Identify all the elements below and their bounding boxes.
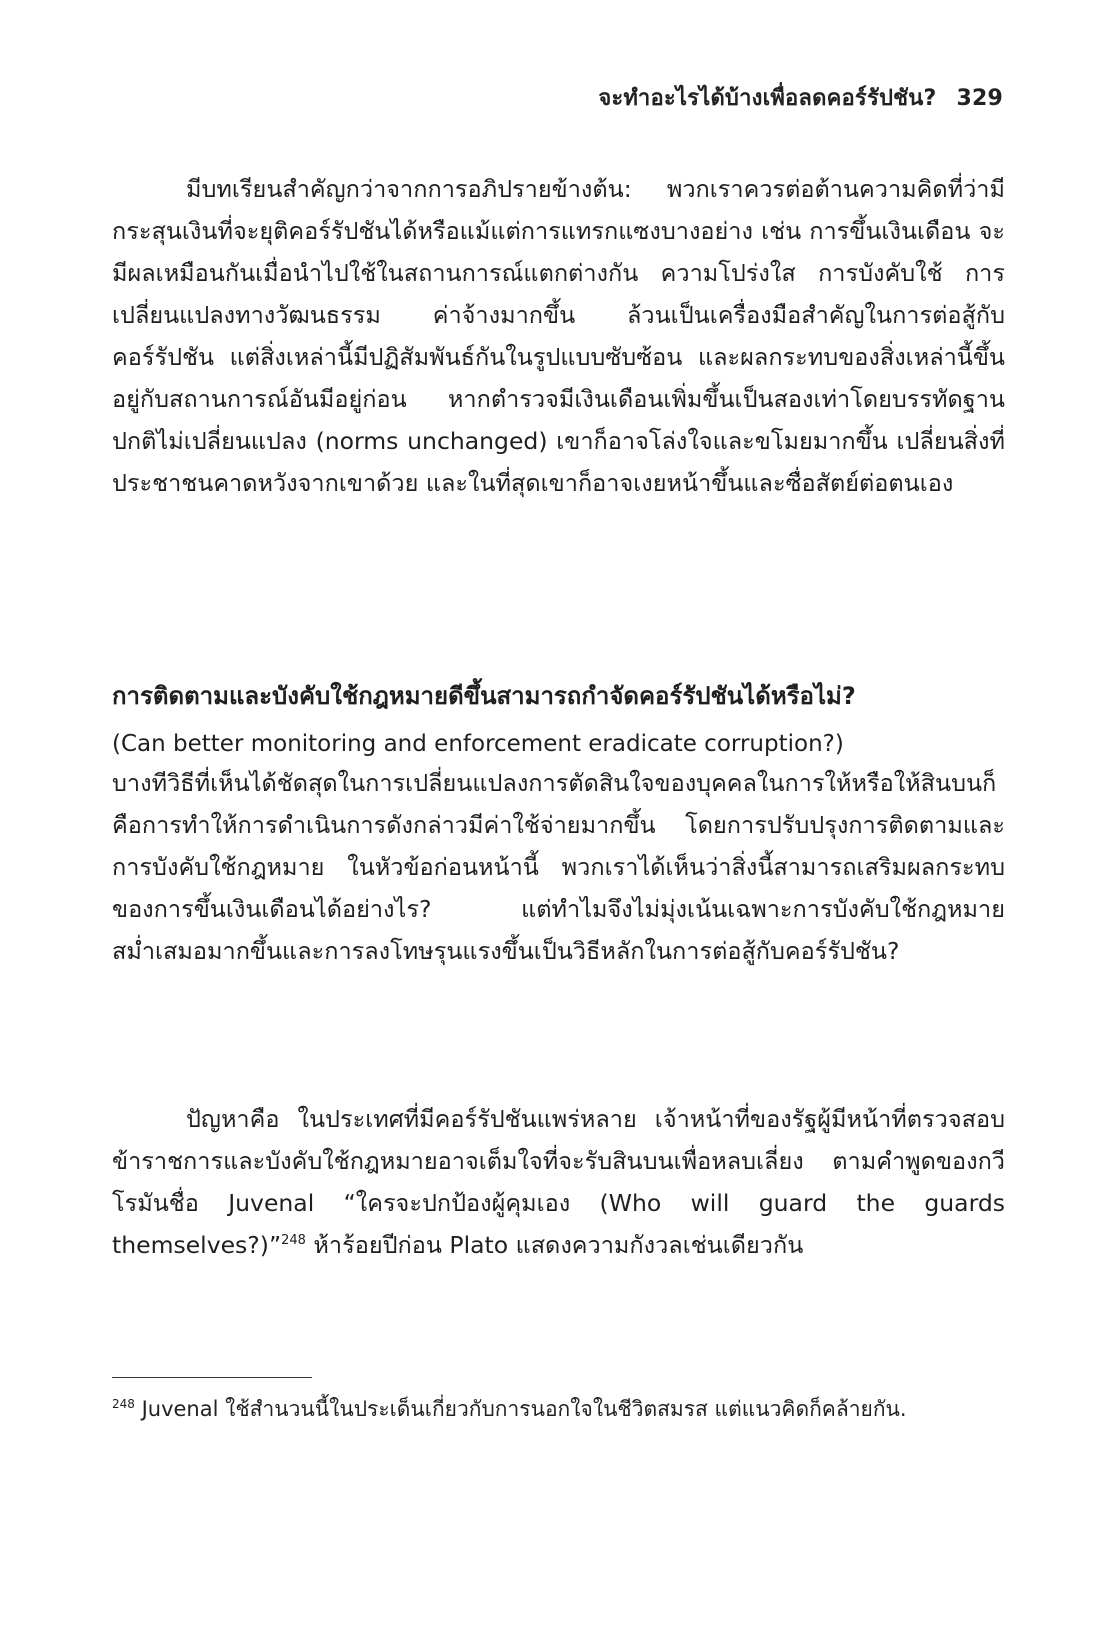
- section-heading-thai: การติดตามและบังคับใช้กฎหมายดีขึ้นสามารถกำจัดคอร์รัปชันได้หรือไม่?: [112, 682, 856, 710]
- footnote: [112, 1392, 1005, 1426]
- paragraph-3-text-before-ref: ปัญหาคือ ในประเทศที่มีคอร์รัปชันแพร่หลาย เจ้าหน้าที่ของรัฐผู้มีหน้าที่ตรวจสอบข้าราชการและบังคับใช้กฎหมายอาจเต็มใจที่จะรับสินบนเพื่อหลบเลี่ยง ตามคำพูดของกวีโรมันชื่อ Juvenal “ใครจะปกป้องผู้คุมเอง (Who will guard the guards themselves?)”: [112, 1105, 1005, 1259]
- running-header: [598, 80, 1003, 115]
- footnote-reference[interactable]: 248: [281, 1233, 306, 1249]
- chapter-title: จะทำอะไรได้บ้างเพื่อลดคอร์รัปชัน?: [598, 86, 937, 111]
- section-heading-english: (Can better monitoring and enforcement eradicate corruption?): [112, 731, 844, 757]
- body-paragraph-3: [112, 1098, 1005, 1266]
- page-number: 329: [956, 86, 1003, 111]
- body-paragraph-1: มีบทเรียนสำคัญกว่าจากการอภิปรายข้างต้น: พวกเราควรต่อต้านความคิดที่ว่ามีกระสุนเงินที่จะยุติคอร์รัปชันได้หรือแม้แต่การแทรกแซงบางอย่าง เช่น การขึ้นเงินเดือน จะมีผลเหมือนกันเมื่อนำไปใช้ในสถานการณ์แตกต่างกัน ความโปร่งใส การบังคับใช้ การเปลี่ยนแปลงทางวัฒนธรรม ค่าจ้างมากขึ้น ล้วนเป็นเครื่องมือสำคัญในการต่อสู้กับคอร์รัปชัน แต่สิ่งเหล่านี้มีปฏิสัมพันธ์กันในรูปแบบซับซ้อน และผลกระทบของสิ่งเหล่านี้ขึ้นอยู่กับสถานการณ์อันมีอยู่ก่อน หากตำรวจมีเงินเดือนเพิ่มขึ้นเป็นสองเท่าโดยบรรทัดฐานปกติไม่เปลี่ยนแปลง (norms unchanged) เขาก็อาจโล่งใจและขโมยมากขึ้น เปลี่ยนสิ่งที่ประชาชนคาดหวังจากเขาด้วย และในที่สุดเขาก็อาจเงยหน้าขึ้นและซื่อสัตย์ต่อตนเอง: [112, 175, 1005, 497]
- footnote-divider: [112, 1377, 312, 1378]
- body-paragraph-2: บางทีวิธีที่เห็นได้ชัดสุดในการเปลี่ยนแปลงการตัดสินใจของบุคคลในการให้หรือให้สินบนก็คือการทำให้การดำเนินการดังกล่าวมีค่าใช้จ่ายมากขึ้น โดยการปรับปรุงการติดตามและการบังคับใช้กฎหมาย ในหัวข้อก่อนหน้านี้ พวกเราได้เห็นว่าสิ่งนี้สามารถเสริมผลกระทบของการขึ้นเงินเดือนได้อย่างไร? แต่ทำไมจึงไม่มุ่งเน้นเฉพาะการบังคับใช้กฎหมายสม่ำเสมอมากขึ้นและการลงโทษรุนแรงขึ้นเป็นวิธีหลักในการต่อสู้กับคอร์รัปชัน?: [112, 769, 1005, 965]
- paragraph-3-text-after-ref: ห้าร้อยปีก่อน Plato แสดงความกังวลเช่นเดียวกัน: [305, 1231, 804, 1259]
- footnote-text: Juvenal ใช้สำนวนนี้ในประเด็นเกี่ยวกับการนอกใจในชีวิตสมรส แต่แนวคิดก็คล้ายกัน.: [134, 1397, 907, 1421]
- footnote-number: 248: [112, 1397, 135, 1411]
